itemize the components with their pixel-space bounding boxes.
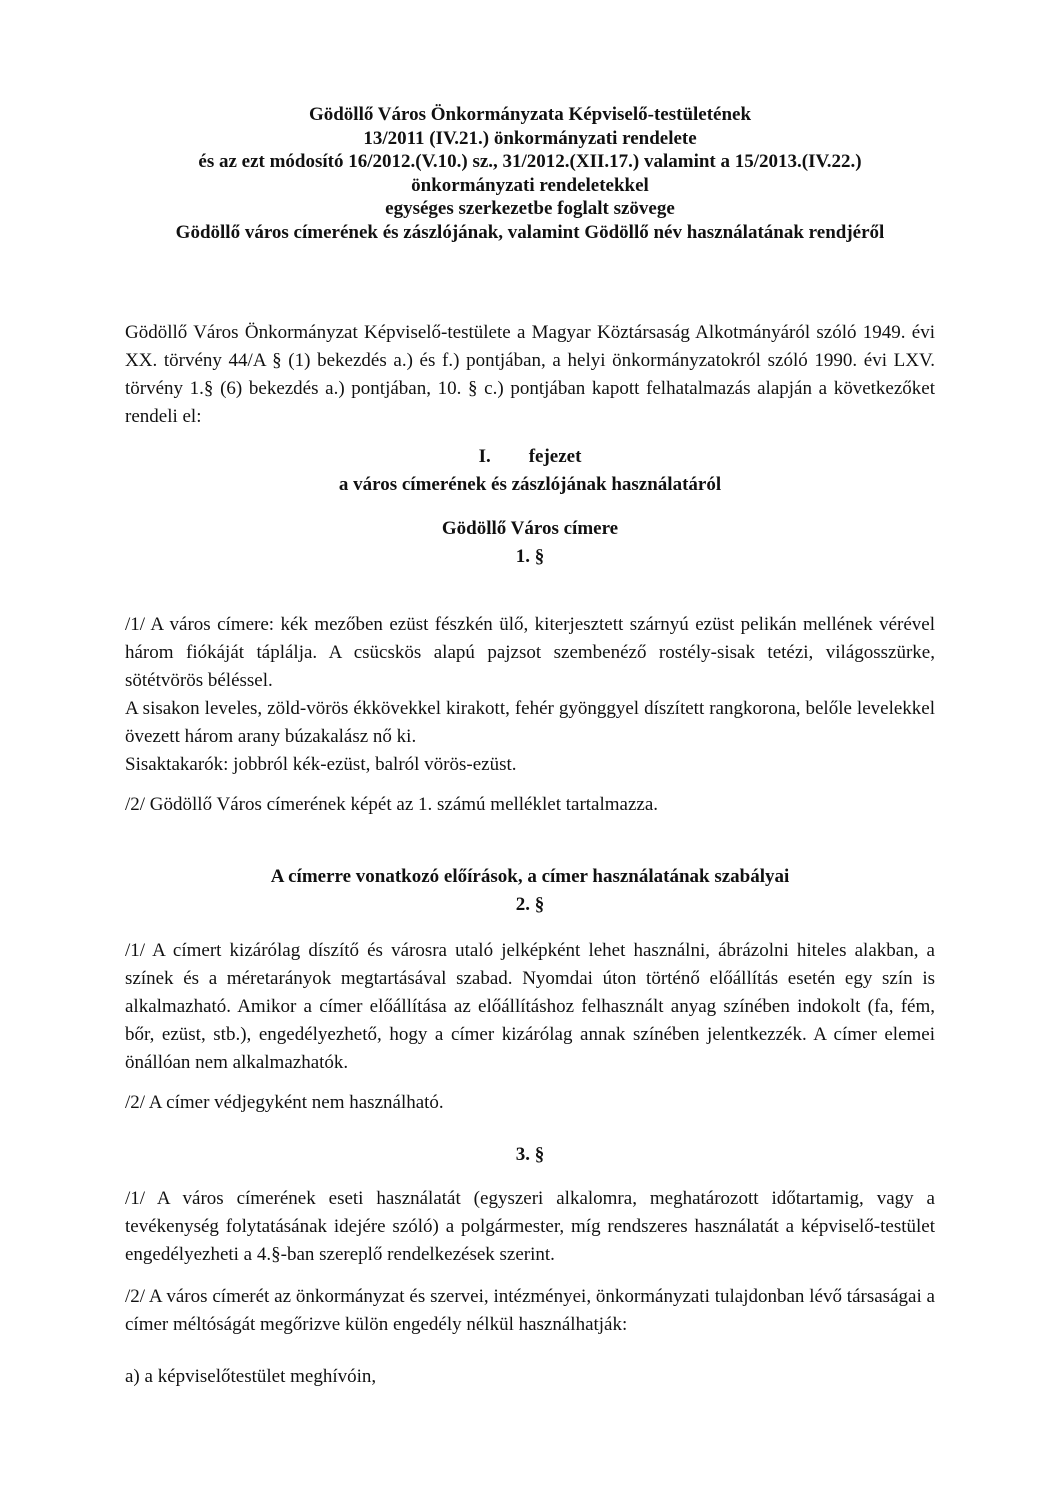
section1-paragraph-1b: A sisakon leveles, zöld-vörös ékkövekkel kirakott, fehér gyönggyel díszített rangkorona, belőle levelekkel övezett három arany búzakalász nő ki. xyxy=(125,698,935,747)
section3-paragraph-1: /1/ A város címerének eseti használatát (egyszeri alkalomra, meghatározott időtartamig, vagy a tevékenység folytatásának idejére szóló) a polgármester, míg rendszeres használatát a képviselő-testület engedélyezheti a 4.§-ban szereplő rendelkezések szerint. xyxy=(125,1188,935,1265)
section3-mark: 3. § xyxy=(515,1144,545,1165)
section1-heading xyxy=(125,515,935,571)
section2-paragraph-2: /2/ A címer védjegyként nem használható. xyxy=(125,1092,444,1113)
chapter-title-line: a város címerének és zászlójának használatáról xyxy=(338,474,722,495)
title-line-1: Gödöllő Város Önkormányzata Képviselő-testületének xyxy=(308,104,752,125)
title-line-4: önkormányzati rendeletekkel xyxy=(411,174,649,196)
section1-title: Gödöllő Város címere xyxy=(441,518,619,539)
section1-paragraph-2: /2/ Gödöllő Város címerének képét az 1. számú melléklet tartalmazza. xyxy=(125,794,659,815)
chapter-heading xyxy=(125,443,935,499)
title-line-5: egységes szerkezetbe foglalt szövege xyxy=(385,198,675,219)
title-line-2: 13/2011 (IV.21.) önkormányzati rendelete xyxy=(363,127,697,149)
section1-paragraph-1 xyxy=(125,611,935,779)
preamble-paragraph: Gödöllő Város Önkormányzat Képviselő-testülete a Magyar Köztársaság Alkotmányáról szóló 1949. évi XX. törvény 44/A § (1) bekezdés a.) és f.) pontjában, a helyi önkormányzatokról szóló 1990. évi LXV. törvény 1.§ (6) bekezdés a.) pontjában, 10. § c.) pontjában kapott felhatalmazás alapján a következőket rendeli el: xyxy=(125,322,935,427)
title-line-6: Gödöllő város címerének és zászlójának, valamint Gödöllő név használatának rendjéről xyxy=(175,221,885,243)
section3-item-a: a) a képviselőtestület meghívóin, xyxy=(125,1366,377,1387)
section1-paragraph-1a: /1/ A város címere: kék mezőben ezüst fészkén ülő, kiterjesztett szárnyú ezüst pelikán mellének vérével három fiókáját táplálja. A csücskös alapú pajzsot szembenéző rostély-sisak tetézi, világosszürke, sötétvörös béléssel. xyxy=(125,614,935,691)
section2-mark: 2. § xyxy=(515,894,545,915)
section2-title: A címerre vonatkozó előírások, a címer használatának szabályai xyxy=(270,866,790,887)
section3-paragraph-2: /2/ A város címerét az önkormányzat és szervei, intézményei, önkormányzati tulajdonban lévő társaságai a címer méltóságát megőrizve külön engedély nélkül használhatják: xyxy=(125,1286,935,1335)
section2-heading xyxy=(125,863,935,919)
section2-paragraph-1: /1/ A címert kizárólag díszítő és városra utaló jelképként lehet használni, ábrázolni hiteles alakban, a színek és a méretarányok megtartásával szabad. Nyomdai úton történő előállítás esetén egy szín is alkalmazható. Amikor a címer előállítása az előállításhoz felhasznált anyag színében indokolt (fa, fém, bőr, ezüst, stb.), engedélyezhető, hogy a címer kizárólag annak színében jelentkezzék. A címer elemei önállóan nem alkalmazhatók. xyxy=(125,940,935,1073)
title-line-3: és az ezt módosító 16/2012.(V.10.) sz., 31/2012.(XII.17.) valamint a 15/2013.(IV.22.) xyxy=(198,151,862,172)
section1-paragraph-1c: Sisaktakarók: jobbról kék-ezüst, balról vörös-ezüst. xyxy=(125,754,517,775)
document-title-block xyxy=(125,103,935,244)
chapter-number-line: I. fejezet xyxy=(478,446,582,467)
section1-mark: 1. § xyxy=(515,546,545,567)
